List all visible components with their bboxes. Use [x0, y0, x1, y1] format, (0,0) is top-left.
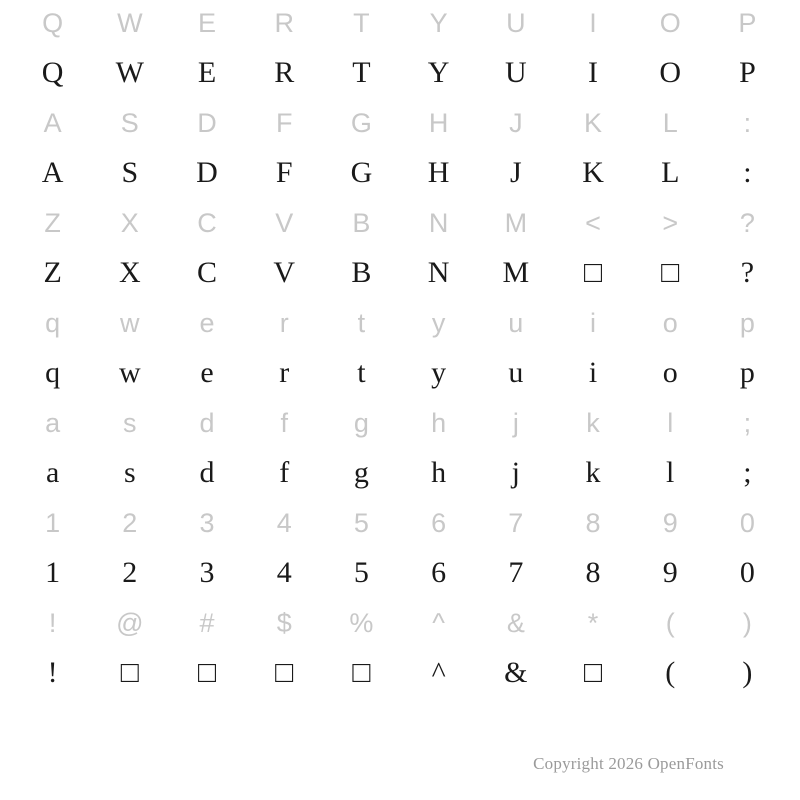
reference-glyph: j [512, 407, 519, 438]
reference-glyph: Q [42, 7, 64, 38]
specimen-glyph: U [504, 56, 527, 89]
reference-glyph: Z [44, 207, 61, 238]
reference-glyph: 0 [739, 507, 755, 538]
reference-glyph: q [45, 307, 61, 338]
reference-glyph: g [353, 407, 369, 438]
reference-glyph: w [120, 307, 140, 338]
reference-glyph: 5 [353, 507, 369, 538]
reference-glyph: D [197, 107, 217, 138]
reference-glyph: O [659, 7, 681, 38]
reference-row [14, 400, 786, 446]
reference-glyph: > [662, 207, 679, 238]
reference-glyph: ( [665, 607, 675, 638]
specimen-glyph: e [200, 356, 214, 389]
reference-glyph: X [120, 207, 139, 238]
reference-glyph: ) [742, 607, 752, 638]
specimen-glyph: q [45, 356, 61, 389]
specimen-glyph: l [666, 456, 675, 489]
reference-glyph: ; [743, 407, 752, 438]
specimen-glyph: o [662, 356, 678, 389]
reference-glyph: H [428, 107, 449, 138]
specimen-row [14, 46, 786, 100]
specimen-glyph: j [511, 456, 520, 489]
specimen-glyph: W [115, 56, 144, 89]
reference-glyph: t [357, 307, 366, 338]
specimen-glyph: G [350, 156, 373, 189]
specimen-glyph: u [508, 356, 524, 389]
reference-glyph: d [199, 407, 215, 438]
reference-glyph: G [350, 107, 372, 138]
reference-row [14, 300, 786, 346]
specimen-glyph: □ [275, 656, 294, 689]
specimen-glyph: y [431, 356, 447, 389]
specimen-glyph: w [118, 356, 141, 389]
specimen-row [14, 646, 786, 700]
character-block [14, 0, 786, 100]
reference-row [14, 0, 786, 46]
specimen-glyph: a [45, 456, 60, 489]
specimen-glyph: M [502, 256, 530, 289]
specimen-glyph: □ [352, 656, 371, 689]
specimen-glyph: L [661, 156, 680, 189]
reference-glyph: o [662, 307, 678, 338]
reference-glyph: M [504, 207, 528, 238]
reference-glyph: % [349, 607, 374, 638]
specimen-glyph: 0 [739, 556, 755, 589]
specimen-row [14, 346, 786, 400]
reference-glyph: $ [276, 607, 292, 638]
specimen-glyph: □ [583, 656, 603, 689]
specimen-glyph: C [197, 256, 218, 289]
specimen-glyph: J [509, 156, 522, 189]
specimen-row [14, 146, 786, 200]
specimen-glyph: □ [661, 256, 680, 289]
reference-glyph: E [198, 7, 217, 38]
reference-glyph: y [431, 307, 446, 338]
reference-glyph: 9 [662, 507, 678, 538]
reference-glyph: F [275, 107, 293, 138]
specimen-glyph: g [353, 456, 369, 489]
specimen-row [14, 246, 786, 300]
reference-glyph: e [199, 307, 215, 338]
reference-row [14, 500, 786, 546]
reference-glyph: A [43, 107, 62, 138]
specimen-glyph: S [121, 156, 139, 189]
reference-glyph: k [586, 407, 600, 438]
specimen-glyph: K [582, 156, 604, 189]
specimen-glyph: r [279, 356, 290, 389]
specimen-glyph: ) [742, 656, 753, 689]
specimen-glyph: 9 [662, 556, 678, 589]
reference-glyph: W [117, 7, 143, 38]
specimen-glyph: D [196, 156, 218, 189]
reference-glyph: K [584, 107, 603, 138]
reference-glyph: ? [739, 207, 755, 238]
specimen-glyph: N [427, 256, 450, 289]
specimen-glyph: O [659, 56, 682, 89]
specimen-glyph: A [41, 156, 64, 189]
specimen-glyph: P [739, 56, 756, 89]
reference-glyph: 6 [431, 507, 447, 538]
specimen-glyph: h [431, 456, 447, 489]
reference-glyph: V [275, 207, 294, 238]
specimen-glyph: ; [743, 456, 752, 489]
specimen-glyph: p [739, 356, 755, 389]
reference-glyph: S [120, 107, 139, 138]
specimen-glyph: f [279, 456, 290, 489]
specimen-glyph: d [199, 456, 215, 489]
specimen-glyph: I [588, 56, 599, 89]
reference-glyph: 4 [276, 507, 292, 538]
reference-glyph: P [738, 7, 757, 38]
reference-glyph: h [431, 407, 447, 438]
reference-glyph: r [279, 307, 289, 338]
specimen-glyph: 2 [122, 556, 138, 589]
character-block [14, 100, 786, 200]
specimen-glyph: X [118, 256, 141, 289]
reference-glyph: B [352, 207, 371, 238]
reference-glyph: u [508, 307, 524, 338]
specimen-glyph: t [357, 356, 366, 389]
specimen-glyph: B [351, 256, 372, 289]
reference-row [14, 200, 786, 246]
specimen-glyph: 3 [199, 556, 215, 589]
specimen-glyph: T [352, 56, 371, 89]
specimen-glyph: V [273, 256, 296, 289]
specimen-row [14, 446, 786, 500]
reference-glyph: & [506, 607, 525, 638]
specimen-glyph: 6 [431, 556, 447, 589]
specimen-glyph: R [274, 56, 295, 89]
character-block [14, 200, 786, 300]
reference-glyph: C [197, 207, 217, 238]
character-block [14, 300, 786, 400]
specimen-glyph: i [588, 356, 598, 389]
copyright-notice: Copyright 2026 OpenFonts [533, 754, 724, 773]
reference-glyph: * [587, 607, 599, 638]
specimen-glyph: : [743, 156, 752, 189]
reference-glyph: : [743, 107, 752, 138]
specimen-glyph: 7 [508, 556, 524, 589]
specimen-glyph: 4 [276, 556, 292, 589]
reference-glyph: R [274, 7, 294, 38]
reference-glyph: l [667, 407, 674, 438]
reference-glyph: N [428, 207, 449, 238]
specimen-glyph: H [427, 156, 450, 189]
reference-glyph: 7 [508, 507, 524, 538]
specimen-glyph: F [275, 156, 293, 189]
specimen-glyph: k [585, 456, 601, 489]
reference-glyph: @ [116, 607, 144, 638]
reference-glyph: f [280, 407, 288, 438]
specimen-glyph: Q [41, 56, 64, 89]
specimen-glyph: ( [665, 656, 676, 689]
reference-glyph: 8 [585, 507, 601, 538]
reference-glyph: Y [429, 7, 448, 38]
character-block [14, 400, 786, 500]
reference-glyph: ! [48, 607, 57, 638]
character-block [14, 600, 786, 700]
reference-glyph: I [589, 7, 597, 38]
character-block [14, 500, 786, 600]
specimen-glyph: E [197, 56, 217, 89]
reference-glyph: J [509, 107, 523, 138]
specimen-glyph: 5 [353, 556, 369, 589]
reference-glyph: T [353, 7, 370, 38]
specimen-glyph: ? [740, 256, 755, 289]
specimen-glyph: 1 [45, 556, 61, 589]
specimen-glyph: Z [43, 256, 62, 289]
reference-glyph: s [123, 407, 137, 438]
specimen-glyph: ! [47, 656, 58, 689]
reference-glyph: L [662, 107, 678, 138]
specimen-row [14, 546, 786, 600]
specimen-glyph: □ [583, 256, 603, 289]
reference-glyph: < [585, 207, 601, 238]
specimen-glyph: 8 [585, 556, 601, 589]
specimen-glyph: s [123, 456, 136, 489]
specimen-glyph: □ [120, 656, 139, 689]
reference-glyph: ^ [432, 607, 445, 638]
reference-glyph: 1 [45, 507, 61, 538]
reference-glyph: i [590, 307, 597, 338]
specimen-glyph: □ [197, 656, 217, 689]
reference-row [14, 100, 786, 146]
reference-glyph: 2 [122, 507, 138, 538]
reference-glyph: a [45, 407, 61, 438]
specimen-glyph: & [504, 656, 528, 689]
reference-glyph: 3 [199, 507, 215, 538]
specimen-glyph: Y [427, 56, 450, 89]
reference-glyph: # [199, 607, 215, 638]
reference-row [14, 600, 786, 646]
specimen-glyph: ^ [431, 656, 446, 689]
reference-glyph: p [739, 307, 755, 338]
reference-glyph: U [506, 7, 526, 38]
